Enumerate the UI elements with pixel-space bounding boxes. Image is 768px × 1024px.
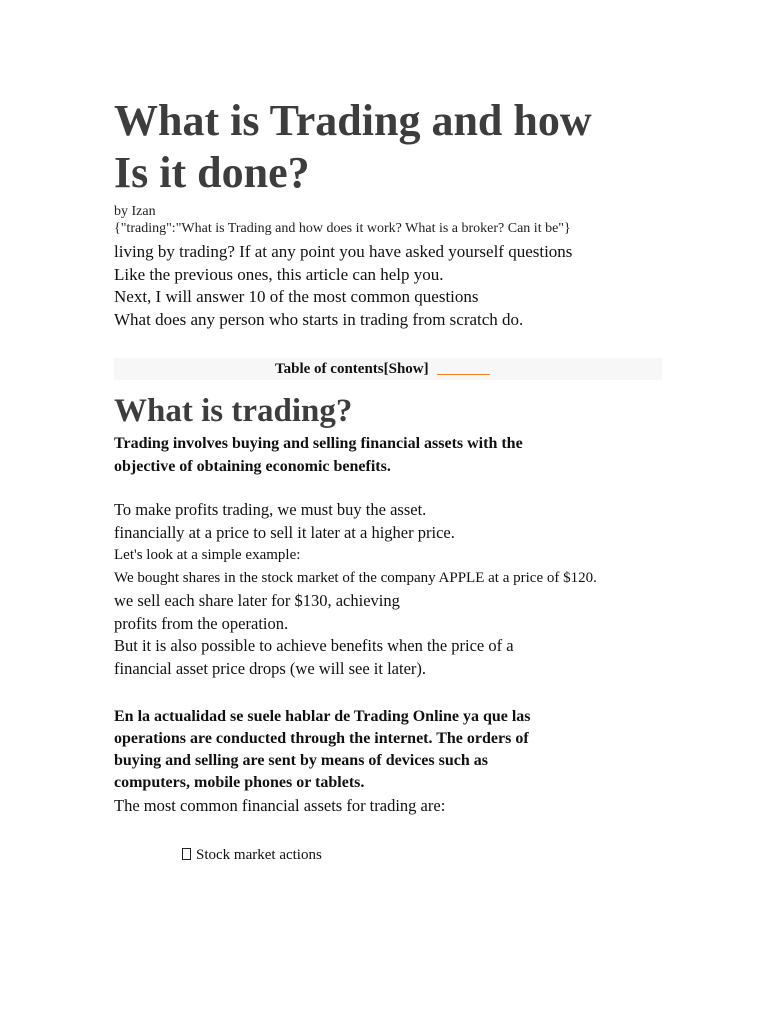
body-line: we sell each share later for $130, achieving — [114, 591, 400, 610]
section-heading: What is trading? — [114, 393, 353, 429]
raw-json-line: {"trading":"What is Trading and how does it work? What is a broker? Can it be"} — [114, 221, 571, 236]
assets-list — [182, 844, 322, 866]
bold-line: buying and selling are sent by means of devices such as — [114, 752, 488, 769]
table-of-contents[interactable] — [114, 358, 662, 380]
body-line: financial asset price drops (we will see it later). — [114, 658, 427, 678]
bold-paragraph — [114, 706, 531, 794]
assets-intro: The most common financial assets for trading are: — [114, 796, 446, 815]
body-line: financially at a price to sell it later at a higher price. — [114, 522, 455, 542]
body-paragraph — [114, 590, 514, 680]
example-line: Let's look at a simple example: — [114, 547, 301, 563]
title-line-2: Is it done? — [114, 148, 310, 197]
bold-line: computers, mobile phones or tablets. — [114, 774, 365, 791]
lead-line: objective of obtaining economic benefits. — [114, 457, 391, 475]
list-item — [182, 844, 322, 866]
lead-line: Trading involves buying and selling financial assets with the — [114, 435, 523, 452]
intro-line: What does any person who starts in trading from scratch do. — [114, 309, 524, 329]
list-item-label: Stock market actions — [196, 847, 322, 863]
body-line: To make profits trading, we must buy the asset. — [114, 500, 427, 519]
intro-line: Next, I will answer 10 of the most common questions — [114, 287, 479, 306]
body-line: But it is also possible to achieve benefits when the price of a — [114, 636, 514, 655]
toc-underline — [437, 373, 490, 375]
intro-line: Like the previous ones, this article can help you. — [114, 264, 444, 284]
missing-glyph-bullet-icon — [182, 848, 191, 860]
intro-paragraph — [114, 241, 572, 331]
body-line: profits from the operation. — [114, 613, 289, 633]
bold-line: operations are conducted through the internet. The orders of — [114, 730, 529, 747]
intro-line: living by trading? If at any point you have asked yourself questions — [114, 242, 573, 261]
page-title — [114, 95, 592, 199]
title-line-1: What is Trading and how — [114, 96, 592, 145]
lead-paragraph — [114, 433, 523, 478]
bold-line: En la actualidad se suele hablar de Trading Online ya que las — [114, 708, 531, 725]
toc-toggle-label[interactable]: Table of contents[Show] — [275, 361, 429, 377]
author-byline: by Izan — [114, 204, 156, 219]
body-paragraph — [114, 499, 597, 589]
example-line: We bought shares in the stock market of the company APPLE at a price of $120. — [114, 569, 597, 586]
toc-row[interactable] — [275, 358, 490, 380]
